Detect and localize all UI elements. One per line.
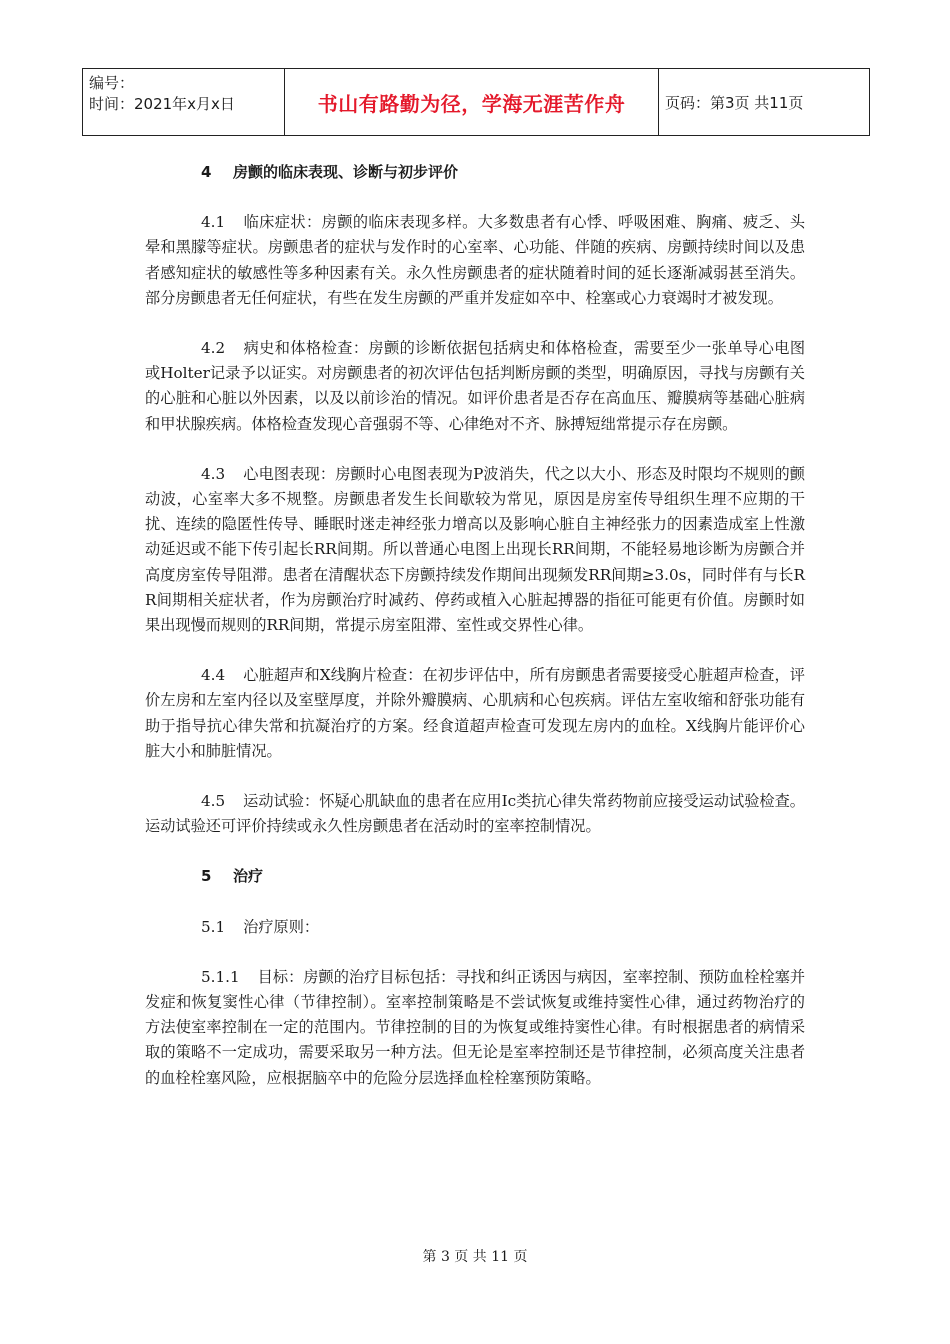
paragraph-text: 目标：房颤的治疗目标包括：寻找和纠正诱因与病因，室率控制、预防血栓栓塞并发症和恢复窦性心律（节律控制）。室率控制策略是不尝试恢复或维持窦性心律，通过药物治疗的方法使室率控制在一定的范围内。节律控制的目的为恢复或维持窦性心律。有时根据患者的病情采取的策略不一定成功，需要采取另一种方法。但无论是室率控制还是节律控制，必须高度关注患者的血栓栓塞风险，应根据脑卒中的危险分层选择血栓栓塞预防策略。 [145, 967, 805, 1087]
paragraph [145, 210, 805, 311]
paragraph-number: 4.3 [201, 464, 226, 483]
paragraph-text: 治疗原则： [243, 917, 320, 936]
paragraph [145, 915, 805, 940]
paragraph-text: 心脏超声和X线胸片检查：在初步评估中，所有房颤患者需要接受心脏超声检查，评价左房和左室内径以及室壁厚度，并除外瓣膜病、心肌病和心包疾病。评估左室收缩和舒张功能有助于指导抗心律失常和抗凝治疗的方案。经食道超声检查可发现左房内的血栓。X线胸片能评价心脏大小和肺脏情况。 [145, 666, 805, 760]
paragraph-number: 4.4 [201, 666, 226, 685]
paragraph-number: 5.1.1 [201, 967, 240, 986]
document-body [145, 160, 805, 1091]
paragraph-number: 4.5 [201, 792, 226, 811]
paragraph [145, 663, 805, 764]
paragraph-text: 运动试验：怀疑心肌缺血的患者在应用Ic类抗心律失常药物前应接受运动试验检查。运动试验还可评价持续或永久性房颤患者在活动时的室率控制情况。 [145, 792, 805, 836]
paragraph [145, 789, 805, 839]
section-number: 5 [201, 867, 212, 886]
header-motto: 书山有路勤为径，学海无涯苦作舟 [285, 69, 659, 135]
section-heading [145, 160, 805, 185]
section-title: 房颤的临床表现、诊断与初步评价 [233, 163, 459, 181]
header-meta [83, 69, 285, 135]
document-number: 编号： [89, 74, 135, 92]
paragraph-text: 心电图表现：房颤时心电图表现为P波消失，代之以大小、形态及时限均不规则的颤动波，心室率大多不规整。房颤患者发生长间歇较为常见，原因是房室传导组织生理不应期的干扰、连续的隐匿性传导、睡眠时迷走神经张力增高以及影响心脏自主神经张力的因素造成室上性激动延迟或不能下传引起长RR间期。所以普通心电图上出现长RR间期，不能轻易地诊断为房颤合并高度房室传导阻滞。患者在清醒状态下房颤持续发作期间出现频发RR间期≥3.0s，同时伴有与长RR间期相关症状者，作为房颤治疗时减药、停药或植入心脏起搏器的指征可能更有价值。房颤时如果出现慢而规则的RR间期，常提示房室阻滞、室性或交界性心律。 [145, 464, 805, 635]
paragraph [145, 965, 805, 1091]
paragraph-number: 5.1 [201, 917, 226, 936]
section-number: 4 [201, 163, 212, 181]
paragraph [145, 462, 805, 638]
paragraph-text: 临床症状：房颤的临床表现多样。大多数患者有心悸、呼吸困难、胸痛、疲乏、头晕和黑朦等症状。房颤患者的症状与发作时的心室率、心功能、伴随的疾病、房颤持续时间以及患者感知症状的敏感性等多种因素有关。永久性房颤患者的症状随着时间的延长逐渐减弱甚至消失。部分房颤患者无任何症状，有些在发生房颤的严重并发症如卒中、栓塞或心力衰竭时才被发现。 [145, 213, 805, 307]
paragraph-number: 4.1 [201, 213, 226, 232]
section-title: 治疗 [233, 867, 264, 886]
document-date: 时间：2021年x月x日 [89, 95, 235, 113]
header-page-number: 页码：第3页 共11页 [665, 93, 804, 112]
page-header [82, 68, 870, 136]
paragraph [145, 336, 805, 437]
page-footer [0, 1246, 950, 1266]
section-heading [145, 864, 805, 889]
footer-page-number: 第 3 页 共 11 页 [422, 1249, 528, 1265]
paragraph-number: 4.2 [201, 339, 226, 358]
paragraph-text: 病史和体格检查：房颤的诊断依据包括病史和体格检查，需要至少一张单导心电图或Holter记录予以证实。对房颤患者的初次评估包括判断房颤的类型，明确原因，寻找与房颤有关的心脏和心脏以外因素，以及以前诊治的情况。如评价患者是否存在高血压、瓣膜病等基础心脏病和甲状腺疾病。体格检查发现心音强弱不等、心律绝对不齐、脉搏短绌常提示存在房颤。 [145, 339, 805, 433]
